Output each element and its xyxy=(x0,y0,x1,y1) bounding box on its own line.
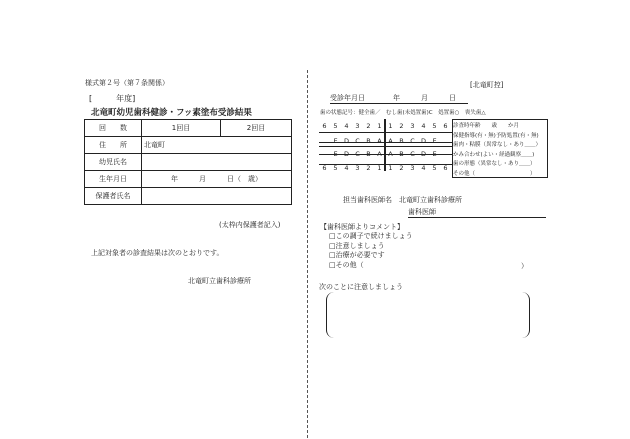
attention-label: 次のことに注意しましょう xyxy=(319,283,403,291)
tooth-chart xyxy=(319,121,451,173)
tooth-letter: D xyxy=(420,150,426,158)
table-row xyxy=(85,154,292,171)
tooth-letter: A xyxy=(388,137,393,145)
comment-options xyxy=(329,232,413,270)
birthdate-value[interactable]: 年 月 日（ 歳） xyxy=(142,171,292,188)
guardian-name-value[interactable] xyxy=(142,188,292,205)
child-name-value[interactable] xyxy=(142,154,292,171)
tooth-number: 6 xyxy=(322,122,327,130)
tooth-number: 2 xyxy=(399,122,404,130)
table-row xyxy=(85,120,292,137)
dentist-name[interactable]: 歯科医師 xyxy=(408,207,546,218)
second-visit-cell: 2回目 xyxy=(221,120,292,137)
tooth-number: 4 xyxy=(344,122,349,130)
attention-box[interactable] xyxy=(326,292,530,338)
tooth-number: 6 xyxy=(322,164,327,172)
exam-items-box xyxy=(452,119,548,178)
exam-date[interactable]: 受診年月日 年 月 日 xyxy=(330,93,468,104)
row-label: 生年月日 xyxy=(85,171,142,188)
exam-item: その他（ ） xyxy=(453,170,536,177)
tooth-letter: C xyxy=(355,137,360,145)
copy-tag: [北竜町控] xyxy=(470,81,504,89)
comment-checkbox-caution[interactable]: □注意しましょう xyxy=(329,241,385,250)
exam-item: 歯の形態（異常なし・あり＿＿） xyxy=(453,161,536,167)
tooth-number: 2 xyxy=(399,164,404,172)
tooth-number: 3 xyxy=(355,122,360,130)
tooth-number: 4 xyxy=(421,164,426,172)
year-label: [ 年度] xyxy=(89,94,136,103)
row-label: 保護者氏名 xyxy=(85,188,142,205)
tooth-number: 5 xyxy=(333,122,338,130)
tooth-number: 5 xyxy=(333,164,338,172)
row-label: 回 数 xyxy=(85,120,142,137)
tooth-center-line xyxy=(319,146,452,147)
document-title: 北竜町幼児歯科健診・フッ素塗布受診結果 xyxy=(91,108,252,118)
tooth-lower-boxes xyxy=(319,154,452,165)
tooth-number: 5 xyxy=(432,164,437,172)
tooth-letter: C xyxy=(355,150,360,158)
tooth-letter: B xyxy=(399,150,404,158)
tooth-upper-boxes xyxy=(319,132,452,143)
tooth-number: 6 xyxy=(443,122,448,130)
info-table xyxy=(84,119,292,205)
tooth-letter: B xyxy=(366,137,371,145)
clinic-name: 北竜町立歯科診療所 xyxy=(188,277,251,285)
row-label: 幼児氏名 xyxy=(85,154,142,171)
tooth-letter: E xyxy=(333,137,338,145)
tooth-letter: D xyxy=(343,150,349,158)
tooth-letter: A xyxy=(377,150,382,158)
tooth-number: 1 xyxy=(388,122,393,130)
first-visit-cell: 1回目 xyxy=(142,120,221,137)
tooth-letter: D xyxy=(343,137,349,145)
tooth-number: 1 xyxy=(377,164,382,172)
comment-checkbox-treatment[interactable]: □治療が必要です xyxy=(329,251,385,259)
fill-note: (太枠内保護者記入) xyxy=(219,221,281,229)
tooth-letter: B xyxy=(366,150,371,158)
exam-item: 歯肉・粘膜（異常なし・あり＿＿） xyxy=(453,142,542,148)
dentist-line1: 担当歯科医師名 北竜町立歯科診療所 xyxy=(343,196,462,204)
tooth-number: 4 xyxy=(421,122,426,130)
tooth-number: 6 xyxy=(443,164,448,172)
tooth-letter: B xyxy=(399,137,404,145)
tooth-number: 3 xyxy=(355,164,360,172)
address-value[interactable]: 北竜町 xyxy=(142,137,292,154)
exam-item: 診査時年齢 歳 か月 xyxy=(453,123,520,129)
comment-close-paren: ） xyxy=(521,262,528,270)
tooth-number: 3 xyxy=(410,122,415,130)
tooth-letter: A xyxy=(377,137,382,145)
tooth-number: 4 xyxy=(344,164,349,172)
tooth-letter: C xyxy=(410,150,415,158)
tooth-letter: D xyxy=(420,137,426,145)
tooth-number: 2 xyxy=(366,122,371,130)
comment-checkbox-other[interactable]: □その他（ xyxy=(329,260,364,269)
tooth-letter: C xyxy=(410,137,415,145)
page-divider xyxy=(307,70,308,438)
exam-item: 保健指導(有・無)予防処置(有・無) xyxy=(453,132,539,139)
tooth-number: 1 xyxy=(377,122,382,130)
row-label: 住 所 xyxy=(85,137,142,154)
form-number: 様式第２号（第７条関係） xyxy=(85,79,169,87)
tooth-number: 1 xyxy=(388,164,393,172)
tooth-legend: 歯の状態記号：健全歯／ むし歯(未処置歯)C 処置歯○ 喪失歯△ xyxy=(320,110,486,116)
tooth-letter: E xyxy=(333,150,338,158)
table-row xyxy=(85,137,292,154)
tooth-letter: E xyxy=(432,150,437,158)
tooth-letter: E xyxy=(432,137,437,145)
tooth-number: 5 xyxy=(432,122,437,130)
comment-title: 【歯科医師よりコメント】 xyxy=(320,223,404,231)
exam-item: かみ合わせ(よい・経過観察＿＿) xyxy=(453,151,535,158)
tooth-letter: A xyxy=(388,150,393,158)
table-row xyxy=(85,188,292,205)
tooth-number: 2 xyxy=(366,164,371,172)
table-row xyxy=(85,171,292,188)
comment-checkbox-continue[interactable]: □この調子で続けましょう xyxy=(329,232,413,240)
result-statement: 上記対象者の診査結果は次のとおりです。 xyxy=(91,249,224,257)
tooth-number: 3 xyxy=(410,164,415,172)
